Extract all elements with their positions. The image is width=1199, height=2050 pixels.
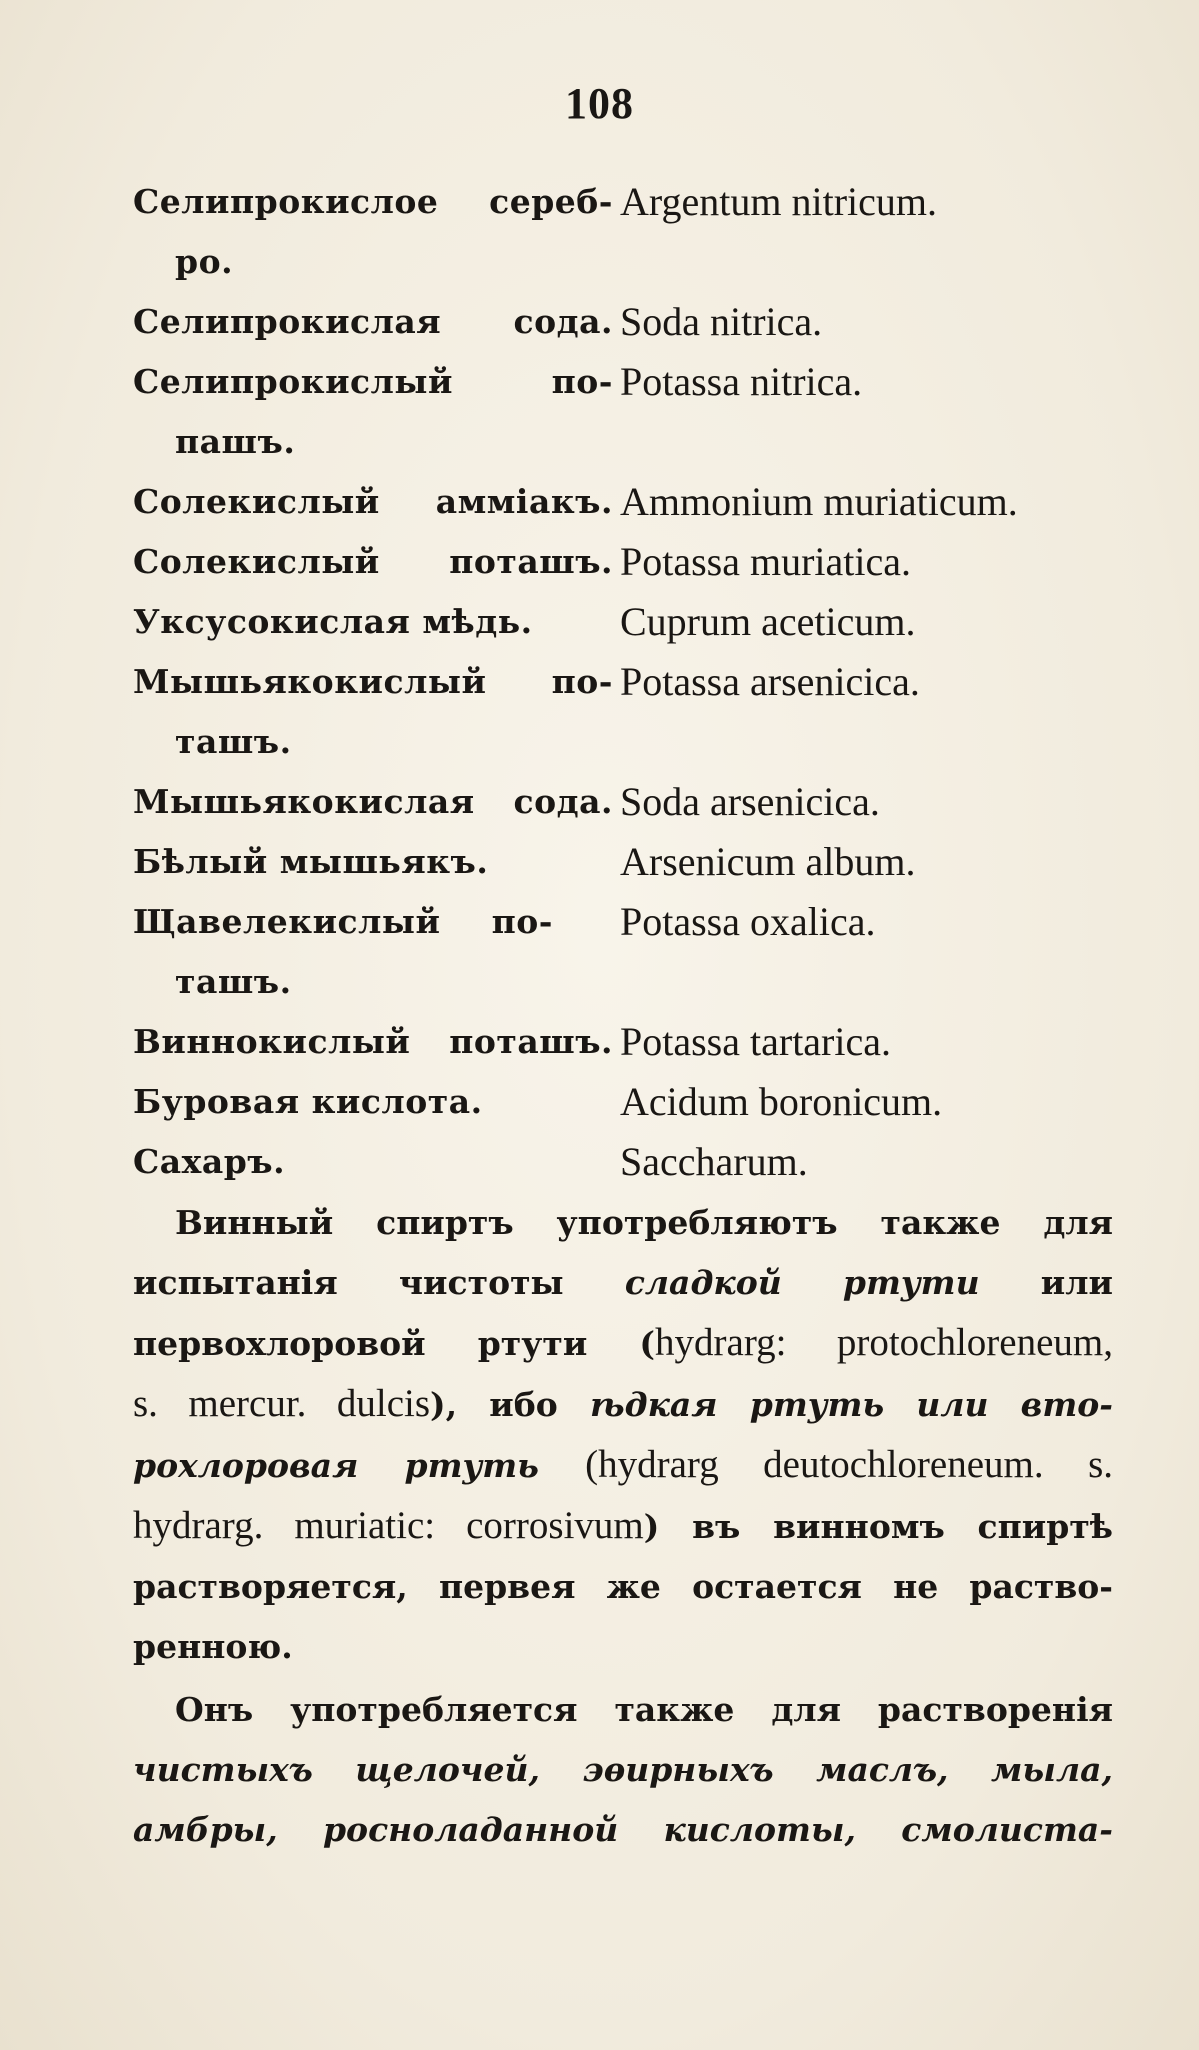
russian-term: Буровая кислота. (133, 1082, 483, 1121)
latin-term: Saccharum. (620, 1139, 808, 1184)
russian-term-line: Мышьякокислый по- (133, 662, 613, 701)
latin-term: Ammonium muriaticum. (620, 479, 1018, 524)
italic-term: рохлоровая ртуть (133, 1446, 539, 1485)
russian-term-continuation: ташъ. (175, 722, 292, 761)
paragraph-solvent-usage (133, 1680, 1113, 1860)
text-span: первохлоровой ртути ( (133, 1324, 656, 1363)
table-row (133, 352, 1123, 472)
russian-term: Селипрокислая сода. (133, 302, 613, 341)
russian-term (133, 892, 553, 1012)
table-row (133, 1012, 1123, 1072)
russian-term: Виннокислый поташъ. (133, 1022, 613, 1061)
russian-term: Мышьякокислая сода. (133, 782, 613, 821)
text-line: ренною. (133, 1627, 293, 1666)
text-span: испытанiя чистоты (133, 1263, 564, 1302)
russian-term-line: Щавелекислый по- (133, 902, 553, 941)
russian-term: Солекислый поташъ. (133, 542, 613, 581)
russian-term: Солекислый аммiакъ. (133, 482, 613, 521)
paragraph-alcohol-usage (133, 1193, 1113, 1677)
latin-term: Argentum nitricum. (620, 179, 937, 224)
latin-term: Acidum boronicum. (620, 1079, 943, 1124)
russian-term (133, 652, 613, 772)
text-line (133, 1374, 1113, 1435)
latin-term: Potassa arsenicica. (620, 659, 920, 704)
russian-term: Сахаръ. (133, 1142, 286, 1181)
table-row (133, 292, 1123, 352)
text-line (133, 1253, 1113, 1313)
latin-term: Potassa oxalica. (620, 899, 876, 944)
latin-span: hydrarg. muriatic: corrosivum (133, 1504, 644, 1547)
text-line (133, 1313, 1113, 1374)
latin-term: Soda nitrica. (620, 299, 823, 344)
latin-term: Cuprum aceticum. (620, 599, 916, 644)
table-row (133, 1132, 1123, 1192)
russian-term-continuation: ро. (175, 242, 234, 281)
table-row (133, 832, 1123, 892)
text-span: ) въ винномъ спиртѣ (643, 1507, 1113, 1546)
text-span: ), ибо (430, 1385, 558, 1424)
russian-term: Бѣлый мышьякъ. (133, 842, 489, 881)
russian-term-line: Селипрокислое сереб- (133, 182, 613, 221)
latin-span: s. mercur. dulcis (133, 1382, 431, 1425)
text-line: растворяется, первея же остается не раство- (133, 1567, 1113, 1606)
page-number: 108 (565, 79, 634, 128)
russian-term-line: Селипрокислый по- (133, 362, 613, 401)
table-row (133, 892, 1123, 1012)
latin-span: (hydrarg deutochloreneum. s. (585, 1443, 1113, 1486)
latin-span: hydrarg: protochloreneum, (655, 1321, 1114, 1364)
table-row (133, 592, 1123, 652)
italic-line: амбры, росноладанной кислоты, смолиста- (133, 1810, 1113, 1849)
table-row (133, 172, 1123, 292)
russian-term (133, 352, 613, 472)
text-line: Винный спиртъ употребляютъ также для (175, 1203, 1113, 1242)
text-line (133, 1435, 1113, 1496)
russian-term: Уксусокислая мѣдь. (133, 602, 533, 641)
russian-term-continuation: пашъ. (175, 422, 296, 461)
italic-term: сладкой ртути (624, 1263, 980, 1302)
latin-term: Arsenicum album. (620, 839, 916, 884)
nomenclature-table (133, 172, 1123, 1192)
text-line: Онъ употребляется также для растворенiя (175, 1690, 1113, 1729)
italic-line: чистыхъ щелочей, эѳирныхъ маслъ, мыла, (133, 1750, 1113, 1789)
text-span: или (1040, 1263, 1113, 1302)
table-row (133, 772, 1123, 832)
text-line (133, 1496, 1113, 1557)
table-row (133, 532, 1123, 592)
russian-term-continuation: ташъ. (175, 962, 292, 1001)
latin-term: Soda arsenicica. (620, 779, 880, 824)
table-row (133, 472, 1123, 532)
table-row (133, 1072, 1123, 1132)
russian-term (133, 172, 613, 292)
latin-term: Potassa nitrica. (620, 359, 863, 404)
latin-term: Potassa muriatica. (620, 539, 912, 584)
latin-term: Potassa tartarica. (620, 1019, 891, 1064)
table-row (133, 652, 1123, 772)
italic-term: ѣдкая ртуть или вто- (590, 1385, 1113, 1424)
